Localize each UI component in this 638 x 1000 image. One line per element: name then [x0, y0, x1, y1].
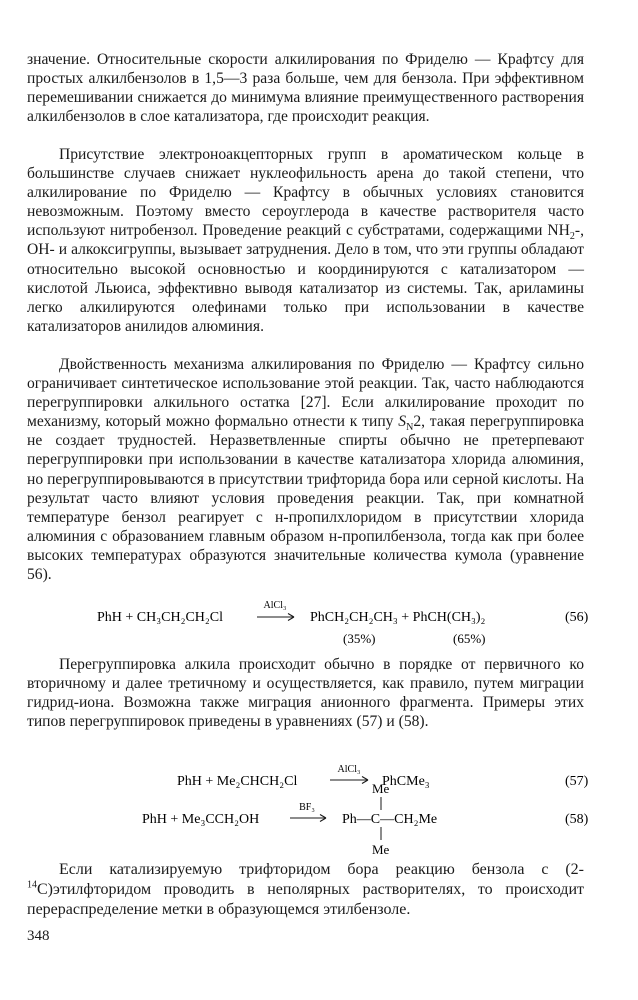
- page-number: 348: [27, 928, 50, 944]
- eq57-number: (57): [565, 774, 589, 789]
- eq58-product: Ph—C—CH₂Me: [342, 812, 438, 827]
- paragraph-intro: значение. Относительные скорости алкилирования по Фриделю — Крафтсу для простых алкилбензолов в 1,5—3 раза больше, чем для бензола. При эффективном перемешивании снижается до минимума влияние преимущественного растворения алкилбензолов в слое катализатора, где происходит реакция.: [27, 51, 584, 126]
- equation-56: [0, 597, 638, 661]
- eq56-products: PhCH₂CH₂CH₃ + PhCH(CH₃)₂: [310, 610, 486, 625]
- eq58-number: (58): [565, 812, 589, 827]
- eq58-catalyst: BF₃: [299, 802, 315, 813]
- paragraph-labelled-ethylbenzene: Если катализируемую трифторидом бора реакцию бензола с (2-$^{14}$C)этилфторидом проводить в неполярных растворителях, то происходит перераспределение метки в образующемся этилбензоле.: [27, 861, 584, 918]
- eq56-reactants: PhH + CH₃CH₂CH₂Cl: [97, 610, 224, 625]
- eq58-top-substituent: Me: [372, 781, 390, 796]
- eq58-bottom-substituent: Me: [372, 842, 390, 857]
- eq56-yield-1: (35%): [343, 631, 376, 646]
- paragraph-rearrangement: Перегруппировка алкила происходит обычно в порядке от первичного ко вторичному и далее третичному и осуществляется, как правило, путем миграции гидрид-иона. Возможна также миграция анионного фрагмента. Примеры этих типов перегруппировок приведены в уравнениях (57) и (58).: [27, 656, 584, 731]
- eq56-yield-2: (65%): [453, 631, 486, 646]
- paragraph-dual-mechanism: Двойственность механизма алкилирования по Фриделю — Крафтсу сильно ограничивает синтетическое использование этой реакции. Так, часто наблюдаются перегруппировки алкильного остатка [27]. Если алкилирование проходит по механизму, который можно формально отнести к типу $S_N2$, такая перегруппировка не создает трудностей. Неразветвленные спирты обычно не претерпевают перегруппировки при использовании в качестве катализатора хлорида алюминия, но перегруппировываются в присутствии трифторида бора или серной кислоты. На результат часто влияют условия проведения реакции. Так, при комнатной температуре бензол реагирует с н-пропилхлоридом в присутствии хлорида алюминия с образованием главным образом н-пропилбензола, тогда как при более высоких температурах образуются значительные количества кумола (уравнение 56).: [27, 356, 584, 584]
- equation-58: [0, 780, 638, 860]
- eq56-catalyst: AlCl₃: [263, 600, 287, 611]
- eq56-number: (56): [565, 610, 589, 625]
- eq58-reactants: PhH + Me₃CCH₂OH: [142, 812, 260, 827]
- eq57-reactants: PhH + Me₂CHCH₂Cl: [177, 774, 298, 789]
- paragraph-acceptor-groups: Присутствие электроноакцепторных групп в ароматическом кольце в большинстве случаев снижает нуклеофильность арена до такой степени, что алкилирование по Фриделю — Крафтсу в обычных условиях становится невозможным. Поэтому вместо сероуглерода в качестве растворителя часто используют нитробензол. Проведение реакций с субстратами, содержащими $NH_2-$, OH- и алкоксигруппы, вызывает затруднения. Дело в том, что эти группы обладают относительно высокой основностью и координируются с катализатором — кислотой Льюиса, эффективно выводя катализатор из системы. Так, ариламины легко алкилируются олефинами только при использовании в качестве катализаторов анилидов алюминия.: [27, 146, 584, 335]
- eq57-catalyst: AlCl₃: [337, 764, 361, 775]
- eq57-product: PhCMe₃: [382, 774, 430, 789]
